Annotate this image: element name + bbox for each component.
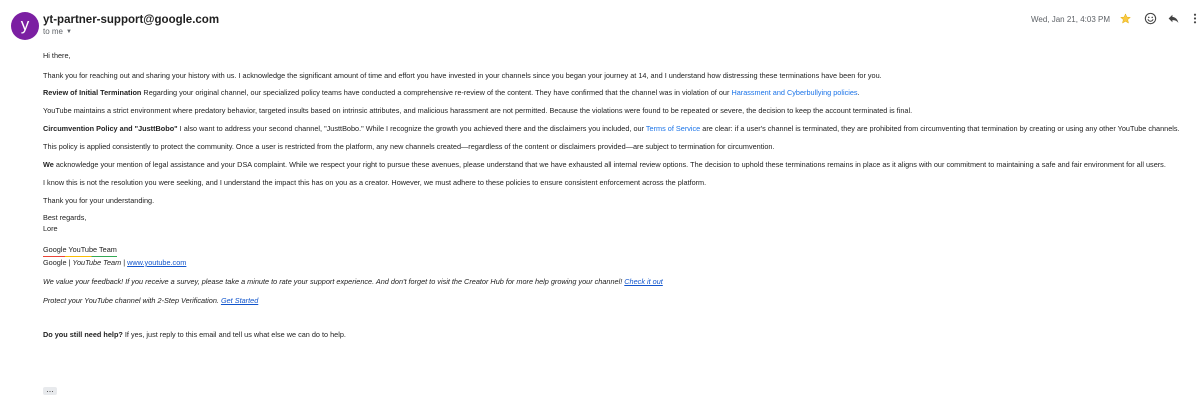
closing: Best regards, xyxy=(43,213,87,222)
sender-avatar[interactable]: y xyxy=(11,12,39,40)
feedback-text: We value your feedback! If you receive a survey, please take a minute to rate your support experience. And don't forget to visit the Creator Hub for more help growing your channel! xyxy=(43,277,625,286)
help-note xyxy=(43,329,1193,340)
star-icon[interactable] xyxy=(1117,10,1133,26)
email-body xyxy=(43,50,1193,340)
paragraph-strict: YouTube maintains a strict environment where predatory behavior, targeted insults based on intrinsic attributes, and malicious harassment are not permitted. Because the violations were found to be repeated or severe, the decision to keep the account terminated is final. xyxy=(43,106,913,115)
circumvention-end: are clear: if a user's channel is terminated, they are prohibited from circumventing that termination by creating or using any other YouTube channels. xyxy=(700,124,1180,133)
signature-line xyxy=(43,257,1193,268)
review-heading: Review of Initial Termination xyxy=(43,88,142,97)
chevron-down-icon: ▼ xyxy=(66,29,72,35)
help-text: If yes, just reply to this email and tell us what else we can do to help. xyxy=(122,330,346,339)
help-question: Do you still need help? xyxy=(43,330,123,339)
show-trimmed-content-button[interactable]: ... xyxy=(43,387,57,395)
youtube-website-link[interactable]: www.youtube.com xyxy=(127,258,187,267)
paragraph-policy: This policy is applied consistently to protect the community. Once a user is restricted from the platform, any new channels created—regardless of the content or disclaimers provided—are subject to termination for circumvention. xyxy=(43,142,775,151)
legal-text: acknowledge your mention of legal assistance and your DSA complaint. While we respect your right to pursue these avenues, please understand that we have exhausted all internal review options. The decision to uphold these terminations remains in place as it aligns with our commitment to maintaining a safe and fair environment for all users. xyxy=(53,160,1166,169)
protect-note xyxy=(43,295,1193,306)
signature-separator-2: | xyxy=(121,258,128,267)
signature-team: Google YouTube Team xyxy=(43,244,117,257)
signature-separator: | xyxy=(66,258,73,267)
signature-team-short: YouTube Team xyxy=(72,258,122,267)
terms-of-service-link[interactable]: Terms of Service xyxy=(645,124,701,133)
protect-text: Protect your YouTube channel with 2-Step Verification. xyxy=(43,296,221,305)
get-started-link[interactable]: Get Started xyxy=(220,296,259,305)
circumvention-heading: Circumvention Policy and "JusttBobo" xyxy=(43,124,178,133)
paragraph-thanks: Thank you for your understanding. xyxy=(43,196,155,205)
feedback-note xyxy=(43,276,1193,287)
reply-icon[interactable] xyxy=(1165,10,1181,26)
signature-company: Google xyxy=(43,258,67,267)
sender-name: Lore xyxy=(43,224,58,233)
more-vert-icon[interactable] xyxy=(1187,10,1200,26)
review-text: Regarding your original channel, our specialized policy teams have conducted a comprehensive re-review of the content. They have confirmed that the channel was in violation of our xyxy=(141,88,732,97)
creator-hub-link[interactable]: Check it out xyxy=(624,277,663,286)
review-end: . xyxy=(857,88,860,97)
paragraph-resolution: I know this is not the resolution you were seeking, and I understand the impact this has on you as a creator. However, we must adhere to these policies to ensure consistent enforcement across the platform. xyxy=(43,178,707,187)
circumvention-text: I also want to address your second channel, "JusttBobo." While I recognize the growth you achieved there and the disclaimers you included, our xyxy=(177,124,646,133)
paragraph-intro: Thank you for reaching out and sharing your history with us. I acknowledge the significant amount of time and effort you have invested in your channels since you began your journey at 14, and I understand how distressing these terminations have been for you. xyxy=(43,71,882,80)
emoji-icon[interactable] xyxy=(1142,10,1158,26)
email-date: Wed, Jan 21, 4:03 PM xyxy=(1030,15,1110,24)
greeting: Hi there, xyxy=(43,51,71,60)
harassment-policy-link[interactable]: Harassment and Cyberbullying policies xyxy=(731,88,858,97)
paragraph-legal xyxy=(43,159,1193,170)
legal-bold: We xyxy=(43,160,54,169)
paragraph-review xyxy=(43,87,1193,98)
sender-email[interactable]: yt-partner-support@google.com xyxy=(43,14,220,26)
to-me-label: to me xyxy=(43,27,64,36)
recipient-details-toggle[interactable] xyxy=(43,27,72,36)
paragraph-circumvention xyxy=(43,123,1193,134)
